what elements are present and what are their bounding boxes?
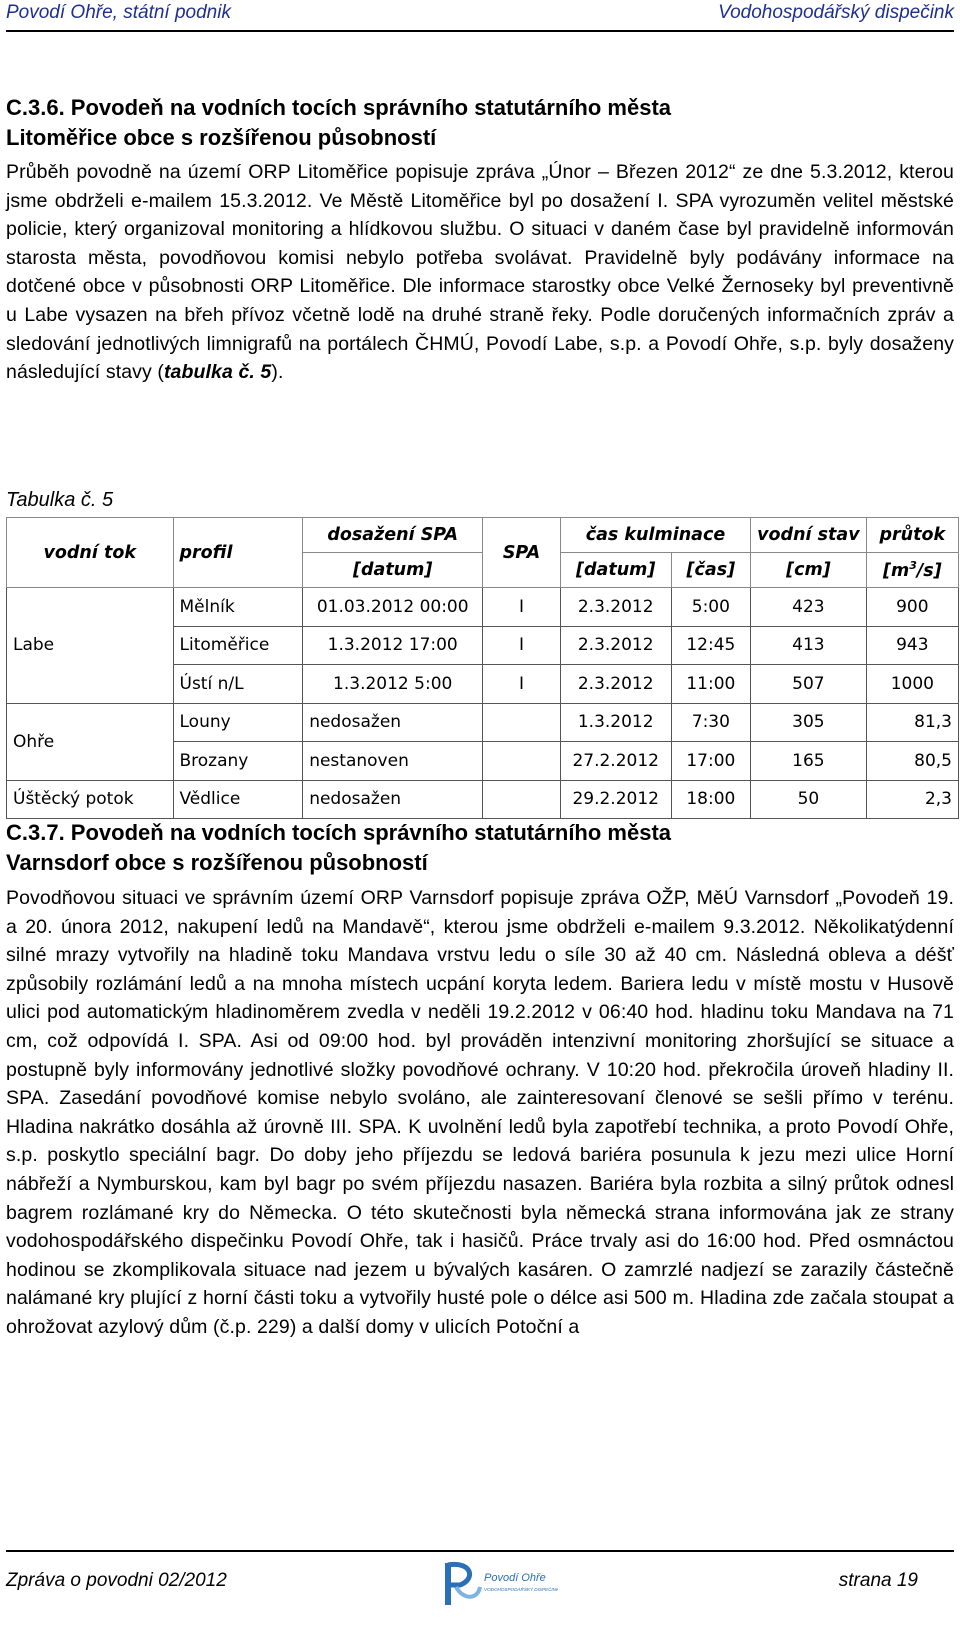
cell-flow: 80,5: [866, 742, 958, 781]
cell-flow: 1000: [866, 665, 958, 704]
heading-line: C.3.6. Povodeň na vodních tocích správního statutárního města: [6, 95, 672, 120]
table-row: [7, 703, 959, 742]
page-footer: [6, 1557, 954, 1607]
page-number: strana 19: [838, 1570, 918, 1591]
heading-line: Varnsdorf obce s rozšířenou působností: [6, 850, 428, 875]
cell-profile: Litoměřice: [173, 626, 303, 665]
table-row: [7, 588, 959, 627]
cell-date: 2.3.2012: [560, 588, 671, 627]
flood-table: [6, 517, 959, 819]
cell-spa-reached: 01.03.2012 00:00: [303, 588, 483, 627]
cell-spa: [483, 703, 561, 742]
cell-profile: Ústí n/L: [173, 665, 303, 704]
cell-date: 27.2.2012: [560, 742, 671, 781]
cell-flow: 81,3: [866, 703, 958, 742]
cell-spa: I: [483, 626, 561, 665]
cell-time: 12:45: [671, 626, 751, 665]
cell-spa: I: [483, 665, 561, 704]
unit-date-culmination: [datum]: [560, 553, 671, 588]
logo-text: Povodí Ohře: [484, 1572, 546, 1584]
col-header-river: vodní tok: [7, 518, 174, 588]
table-reference: tabulka č. 5: [163, 361, 272, 384]
cell-river: Labe: [7, 588, 174, 704]
cell-river: Úštěcký potok: [7, 780, 174, 819]
cell-time: 11:00: [671, 665, 751, 704]
cell-spa: [483, 780, 561, 819]
logo-mark-icon: [438, 1557, 558, 1613]
cell-profile: Brozany: [173, 742, 303, 781]
cell-level: 305: [751, 703, 867, 742]
cell-level: 50: [751, 780, 867, 819]
section-text-c37: [6, 884, 954, 1342]
cell-spa-reached: nedosažen: [303, 703, 483, 742]
table-row: [7, 780, 959, 819]
heading-line: Litoměřice obce s rozšířenou působností: [6, 125, 437, 150]
section-heading-c36: [6, 93, 954, 153]
flood-table-wrapper: [6, 517, 959, 819]
header-divider: [6, 30, 954, 32]
col-header-flow: průtok: [866, 518, 958, 553]
cell-flow: 2,3: [866, 780, 958, 819]
povodi-ohre-logo: [438, 1557, 558, 1613]
section-heading-c37: [6, 818, 954, 878]
paragraph-text: Průběh povodně na území ORP Litoměřice popisuje zpráva „Únor – Březen 2012“ ze dne 5.3.2012, kterou jsme obdrželi e-mailem 15.3.2012. Ve Městě Litoměřice byl po dosažení I. SPA vyrozuměn velitel městské policie, který organizoval monitoring a hlídkovou službu. O situaci v daném čase byl pravidelně informován starosta města, povodňovou komisi nebylo potřeba svolávat. Pravidelně byly podávány informace na dotčené obce v působnosti ORP Litoměřice. Dle informace starostky obce Velké Žernoseky byl preventivně u Labe vysazen na břeh přívoz včetně lodě na druhé straně řeky. Podle doručených informačních zpráv a sledování jednotlivých limnigrafů na portálech ČHMÚ, Povodí Labe, s.p. a Povodí Ohře, s.p. byly dosaženy následující stavy (: [6, 161, 954, 384]
header-department: Vodohospodářský dispečink: [718, 2, 954, 23]
cell-date: 29.2.2012: [560, 780, 671, 819]
section-text-c36: [6, 158, 954, 387]
cell-river: Ohře: [7, 703, 174, 780]
logo-subtext: VODOHOSPODÁŘSKÝ DISPEČINK: [484, 1587, 558, 1592]
page-header: [6, 0, 954, 26]
cell-date: 2.3.2012: [560, 626, 671, 665]
cell-flow: 900: [866, 588, 958, 627]
col-header-level: vodní stav: [751, 518, 867, 553]
unit-flow-end: /s]: [916, 560, 942, 581]
heading-line: C.3.7. Povodeň na vodních tocích správního statutárního města: [6, 820, 672, 845]
cell-time: 7:30: [671, 703, 751, 742]
paragraph-end: ).: [271, 361, 284, 384]
footer-report-title: Zpráva o povodni 02/2012: [6, 1570, 227, 1591]
table-caption: Tabulka č. 5: [6, 489, 114, 511]
cell-level: 423: [751, 588, 867, 627]
cell-spa: I: [483, 588, 561, 627]
cell-time: 18:00: [671, 780, 751, 819]
col-header-spa-reached: dosažení SPA: [303, 518, 483, 553]
unit-time: [čas]: [671, 553, 751, 588]
unit-flow-base: [m: [882, 560, 910, 581]
paragraph-text: Povodňovou situaci ve správním území ORP Varnsdorf popisuje zpráva OŽP, MěÚ Varnsdorf „Povodeň 19. a 20. února 2012, nakupení ledů na Mandavě“, kterou jsme obdrželi e-mailem 9.3.2012. Několikatýdenní silné mrazy vytvořily na hladině toku Mandava vrstvu ledu o síle 30 až 40 cm. Následná obleva a déšť způsobily rozlámání ledů a na mnoha místech ucpání koryta ledem. Bariera ledu v místě mostu v Husově ulici pod automatickým hladinoměrem zvedla v neděli 19.2.2012 v 06:40 hod. hladinu toku Mandava na 71 cm, což odpovídá I. SPA. Asi od 09:00 hod. byl prováděn intenzivní monitoring zhoršující se situace a postupně byly informovány jednotlivé složky povodňové ochrany. V 10:20 hod. překročila úroveň hladiny II. SPA. Zasedání povodňové komise nebylo svoláno, ale zainteresovaní členové se sešli přímo v terénu. Hladina nakrátko dosáhla až úrovně III. SPA. K uvolnění ledů byla zapotřebí technika, a proto Povodí Ohře, s.p. poskytlo speciální bagr. Do doby jeho příjezdu se ledová bariéra posunula k jezu mezi ulice Horní nábřeží a Nymburskou, kam byl bagr po svém příjezdu nasazen. Bariéra byla rozbita a silný průtok odnesl bagrem rozlámané kry do Německa. O této skutečnosti byla německá strana informována jak ze strany vodohospodářského dispečinku Povodí Ohře, tak i hasičů. Práce trvaly asi do 16:00 hod. Před osmnáctou hodinou se zkomplikovala situace nad jezem u bývalých kasáren. O zamrzlé nadjezí se zarazily částečně nalámané kry plující z horní části toku a vytvořily husté pole o délce asi 500 m. Hladina zde začala stoupat a ohrožovat azylový dům (č.p. 229) a další domy v ulicích Potoční a: [6, 887, 954, 1338]
col-header-profile: profil: [173, 518, 303, 588]
cell-profile: Mělník: [173, 588, 303, 627]
cell-level: 507: [751, 665, 867, 704]
cell-spa-reached: 1.3.2012 17:00: [303, 626, 483, 665]
cell-time: 17:00: [671, 742, 751, 781]
cell-profile: Vědlice: [173, 780, 303, 819]
col-header-culmination: čas kulminace: [560, 518, 750, 553]
cell-spa-reached: 1.3.2012 5:00: [303, 665, 483, 704]
cell-date: 1.3.2012: [560, 703, 671, 742]
unit-cm: [cm]: [751, 553, 867, 588]
col-header-spa: SPA: [483, 518, 561, 588]
unit-date-spa: [datum]: [303, 553, 483, 588]
cell-level: 413: [751, 626, 867, 665]
cell-profile: Louny: [173, 703, 303, 742]
cell-flow: 943: [866, 626, 958, 665]
cell-date: 2.3.2012: [560, 665, 671, 704]
cell-spa: [483, 742, 561, 781]
cell-level: 165: [751, 742, 867, 781]
unit-flow-sup: 3: [909, 559, 917, 573]
cell-spa-reached: nedosažen: [303, 780, 483, 819]
unit-flow: [866, 553, 958, 588]
footer-divider: [6, 1550, 954, 1552]
cell-time: 5:00: [671, 588, 751, 627]
cell-spa-reached: nestanoven: [303, 742, 483, 781]
header-organization: Povodí Ohře, státní podnik: [6, 2, 231, 23]
